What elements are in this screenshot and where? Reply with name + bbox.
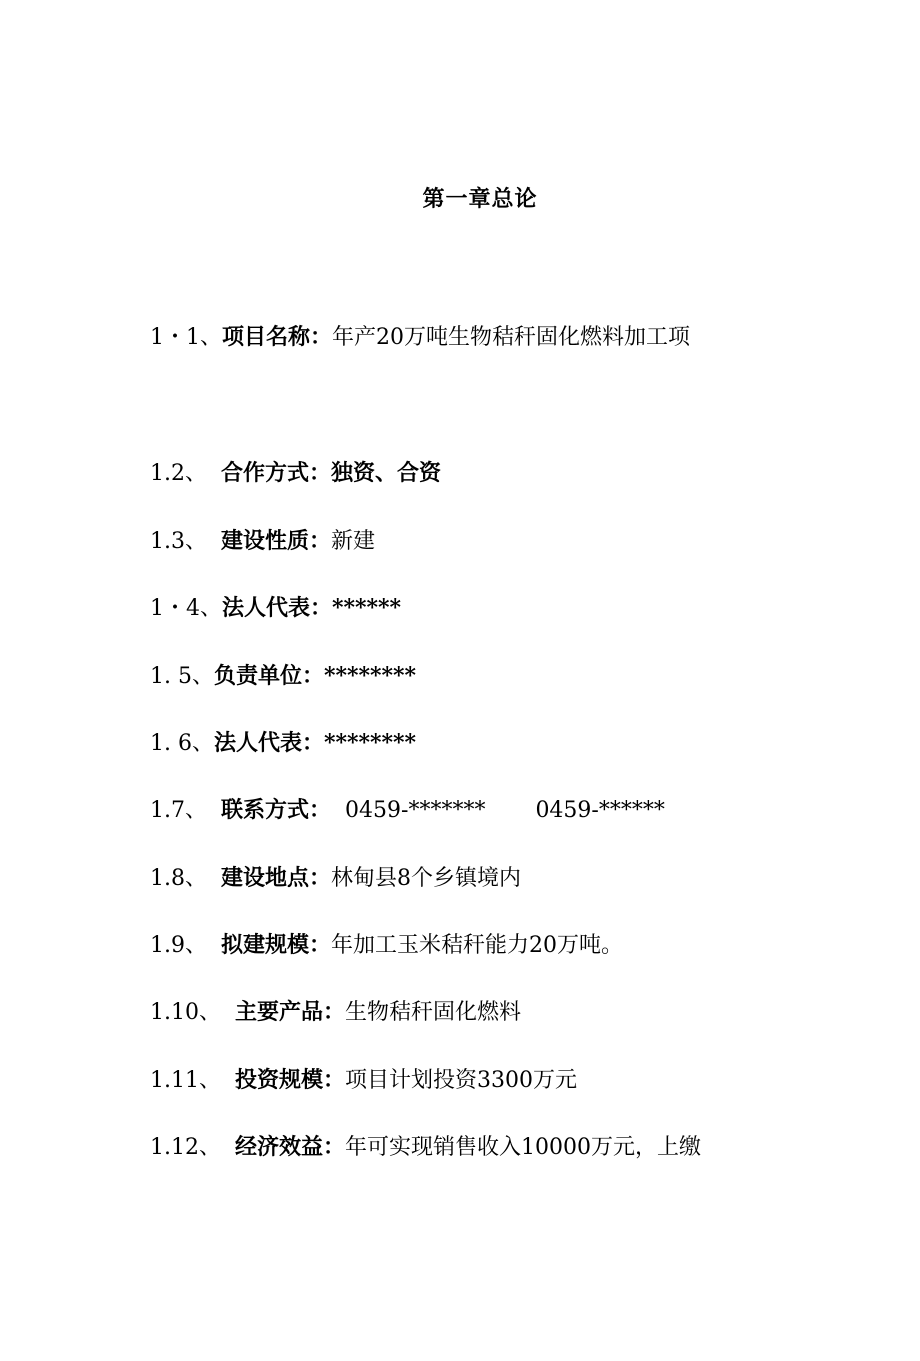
item-number: 1・1、 [150,325,222,350]
item-construction-type [150,525,375,558]
item-value: 独资、合资 [331,460,442,486]
item-economic-benefit [150,1131,701,1164]
chapter-title: 第一章总论 [422,186,538,212]
item-value: 年加工玉米秸秆能力20万吨。 [331,933,624,958]
item-value-secondary: 0459-****** [535,798,665,823]
item-label: 负责单位： [213,663,324,689]
item-main-product [150,996,521,1029]
item-investment [150,1064,577,1097]
item-number: 1.9、 [150,933,207,958]
item-number: 1.3、 [150,529,207,554]
item-location [150,862,521,895]
item-number: 1.7、 [150,798,207,823]
item-project-name [150,321,690,354]
item-label: 主要产品： [235,999,346,1025]
item-scale [150,929,623,962]
item-label: 合作方式： [221,460,332,486]
item-number: 1.11、 [150,1068,221,1093]
item-number: 1・4、 [150,596,222,621]
item-number: 1. 5、 [150,664,214,689]
item-label: 建设地点： [221,865,332,891]
item-number: 1.8、 [150,866,207,891]
item-label: 经济效益： [235,1134,346,1160]
item-number: 1.10、 [150,1000,221,1025]
item-value: ******** [324,730,417,756]
item-label: 建设性质： [221,528,332,554]
item-label: 拟建规模： [221,932,332,958]
item-value: 项目计划投资3300万元 [345,1068,578,1093]
item-label: 法人代表： [213,730,324,756]
item-value: 生物秸秆固化燃料 [345,1000,522,1025]
item-number: 1. 6、 [150,731,214,756]
item-label: 联系方式： [221,797,332,823]
item-label: 投资规模： [235,1067,346,1093]
item-value: 年产20万吨生物秸秆固化燃料加工项 [332,325,691,350]
item-responsible-unit [150,660,416,693]
item-label: 法人代表： [222,595,333,621]
item-value: ******** [324,663,417,689]
item-value: 年可实现销售收入10000万元，上缴 [345,1135,702,1160]
item-legal-rep [150,592,401,625]
item-label: 项目名称： [222,324,333,350]
item-contact [150,794,665,827]
item-value: 新建 [331,529,376,554]
item-value: 0459-******* [345,798,486,823]
item-number: 1.2、 [150,461,207,486]
item-value: 林甸县8个乡镇境内 [331,866,522,891]
item-number: 1.12、 [150,1135,221,1160]
item-value: ****** [332,595,402,621]
item-cooperation [150,457,441,490]
item-legal-rep-2 [150,727,416,760]
